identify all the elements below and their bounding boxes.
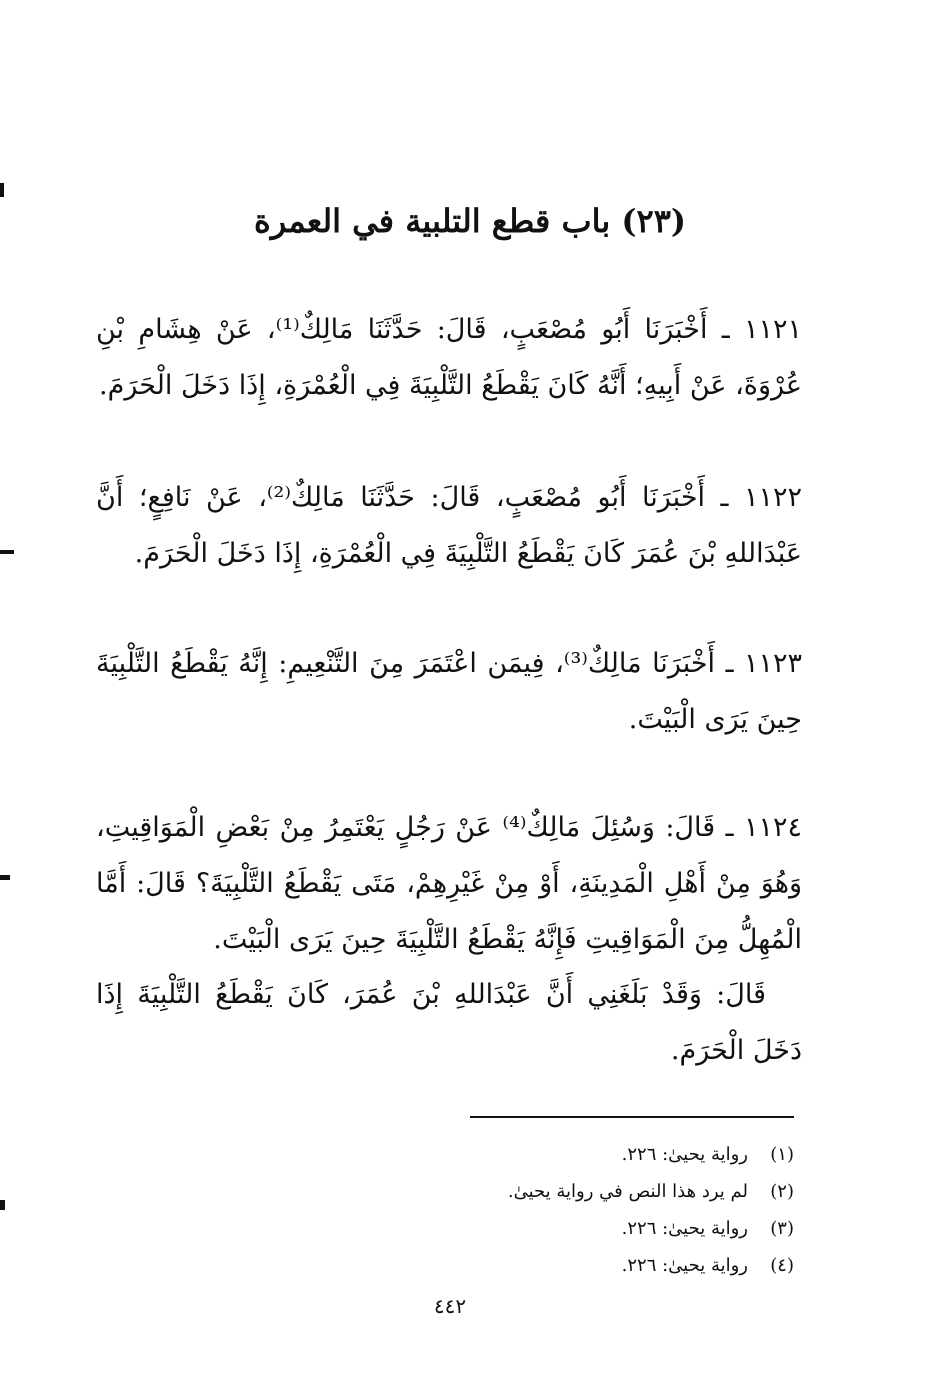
footnote-number: (٣) (770, 1218, 794, 1239)
hadith-1124-continuation: قَالَ: وَقَدْ بَلَغَنِي أَنَّ عَبْدَاللهِ بْنَ عُمَرَ، كَانَ يَقْطَعُ التَّلْبِيَةَ إِذَا دَخَلَ الْحَرَمَ. (96, 979, 802, 1066)
footnote-number: (٢) (770, 1181, 794, 1202)
scan-edge-mark (0, 183, 4, 197)
scan-edge-mark (0, 550, 14, 554)
page-number: ٤٤٢ (433, 1294, 467, 1318)
hadith-1123: ١١٢٣ ـ أَخْبَرَنَا مَالِكٌ⁽³⁾، فِيمَن اعْتَمَرَ مِنَ التَّنْعِيمِ: إِنَّهُ يَقْطَعُ التَّلْبِيَةَ حِينَ يَرَى الْبَيْتَ. (96, 648, 802, 735)
footnote-4 (300, 1247, 794, 1284)
footnote-text: رواية يحيىٰ: ٢٢٦. (621, 1255, 748, 1276)
footnotes (300, 1136, 794, 1284)
scan-edge-mark (0, 875, 10, 880)
footnote-text: رواية يحيىٰ: ٢٢٦. (621, 1144, 748, 1165)
footnote-2 (300, 1173, 794, 1210)
scan-edge-mark (0, 1200, 5, 1210)
footnote-1 (300, 1136, 794, 1173)
footnote-text: لم يرد هذا النص في رواية يحيىٰ. (507, 1181, 748, 1202)
hadith-1121: ١١٢١ ـ أَخْبَرَنَا أَبُو مُصْعَبٍ، قَالَ: حَدَّثَنَا مَالِكٌ⁽¹⁾، عَنْ هِشَامِ بْنِ عُرْوَةَ، عَنْ أَبِيهِ؛ أَنَّهُ كَانَ يَقْطَعُ التَّلْبِيَةَ فِي الْعُمْرَةِ، إِذَا دَخَلَ الْحَرَمَ. (96, 314, 803, 401)
footnote-text: رواية يحيىٰ: ٢٢٦. (621, 1218, 748, 1239)
footnote-number: (٤) (770, 1255, 794, 1276)
chapter-title: (٢٣) باب قطع التلبية في العمرة (253, 202, 687, 240)
footnote-number: (١) (770, 1144, 794, 1165)
hadith-1122: ١١٢٢ ـ أَخْبَرَنَا أَبُو مُصْعَبٍ، قَالَ: حَدَّثَنَا مَالِكٌ⁽²⁾، عَنْ نَافِعٍ؛ أَنَّ عَبْدَاللهِ بْنَ عُمَرَ كَانَ يَقْطَعُ التَّلْبِيَةَ فِي الْعُمْرَةِ، إِذَا دَخَلَ الْحَرَمَ. (96, 482, 802, 569)
hadith-1124: ١١٢٤ ـ قَالَ: وَسُئِلَ مَالِكٌ⁽⁴⁾ عَنْ رَجُلٍ يَعْتَمِرُ مِنْ بَعْضِ الْمَوَاقِيتِ، وَهُوَ مِنْ أَهْلِ الْمَدِينَةِ، أَوْ مِنْ غَيْرِهِمْ، مَتَى يَقْطَعُ التَّلْبِيَةَ؟ قَالَ: أَمَّا الْمُهِلُّ مِنَ الْمَوَاقِيتِ فَإِنَّهُ يَقْطَعُ التَّلْبِيَةَ حِينَ يَرَى الْبَيْتَ. (96, 812, 802, 955)
footnote-separator (470, 1116, 794, 1118)
footnote-3 (300, 1210, 794, 1247)
